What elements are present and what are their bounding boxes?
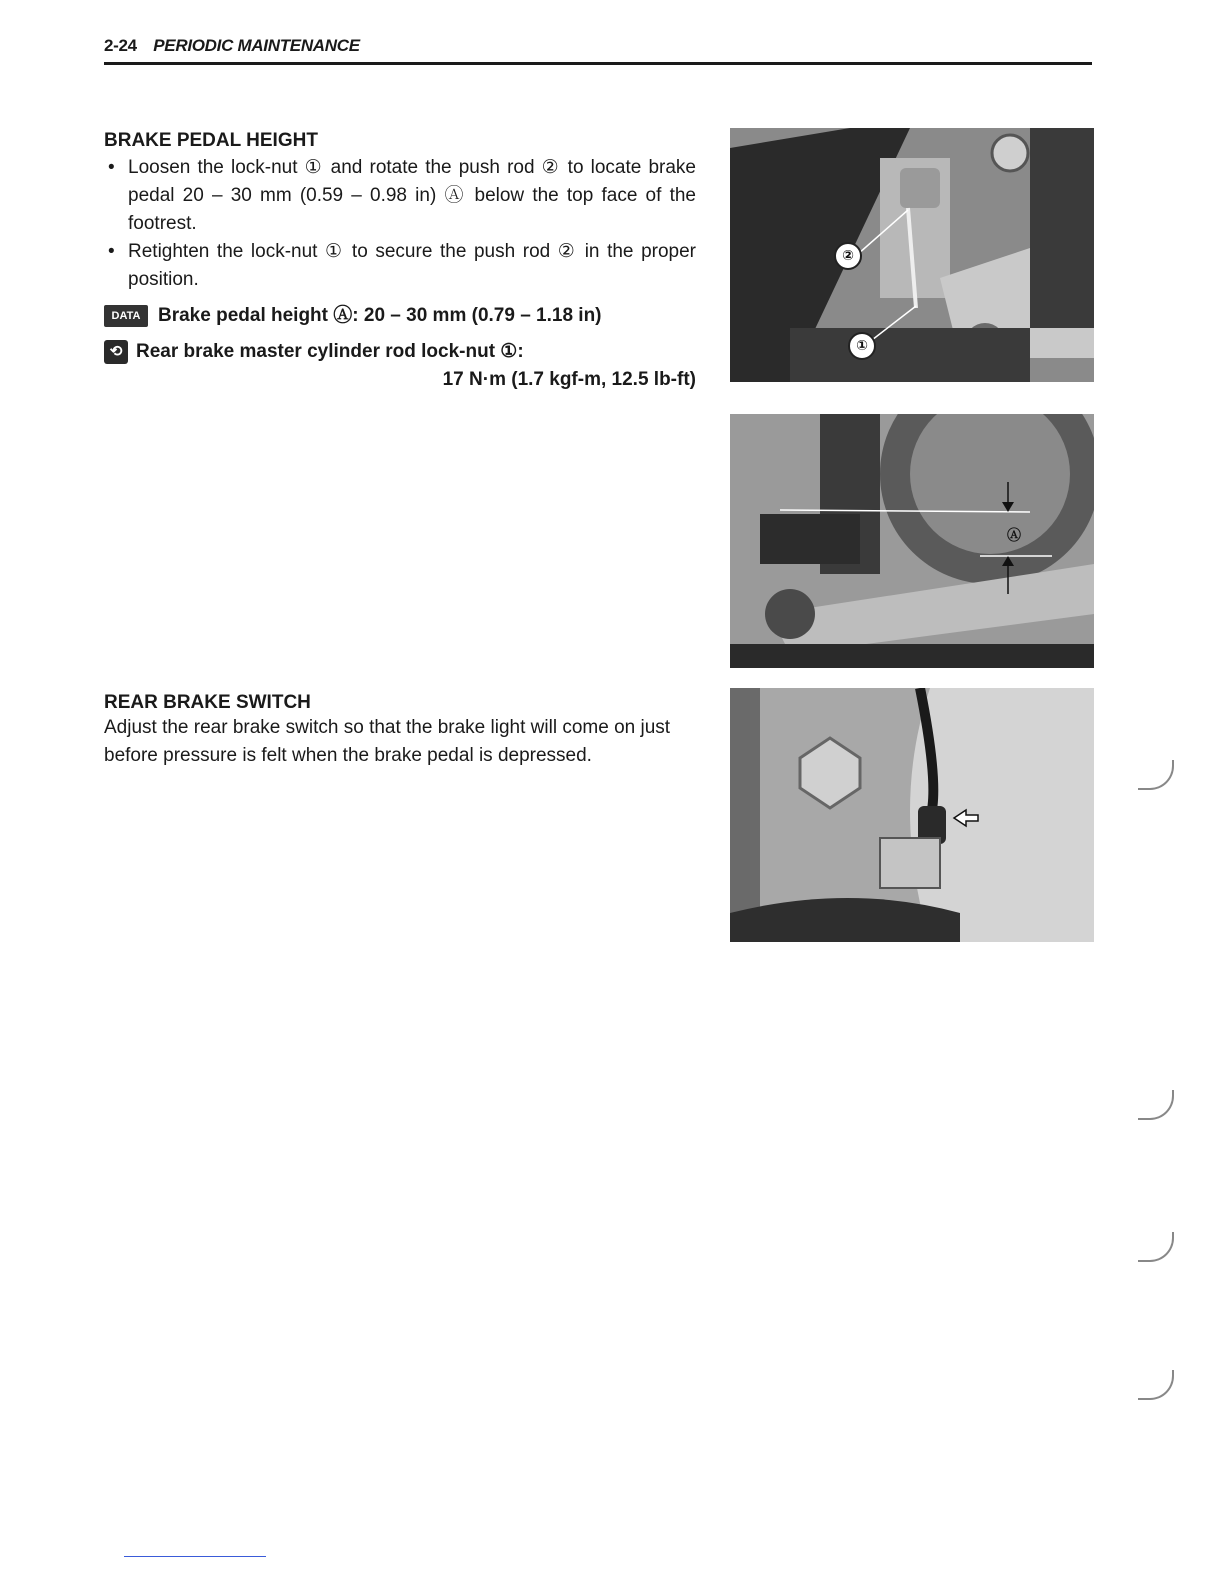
- pedal-height-photo: [730, 414, 1094, 668]
- data-icon: DATA: [104, 305, 148, 327]
- spec-text: Rear brake master cylinder rod lock-nut ①:: [136, 341, 524, 362]
- brake-linkage-photo: [730, 128, 1094, 382]
- brake-switch-photo: [730, 688, 1094, 942]
- callout-1: ①: [848, 332, 876, 360]
- instruction-bullet: • Retighten the lock-nut ① to secure the push rod ② in the proper position.: [104, 238, 696, 294]
- spec-torque: [104, 338, 696, 366]
- spec-torque-value: 17 N·m (1.7 kgf-m, 12.5 lb-ft): [442, 369, 696, 390]
- rear-brake-switch-section: [104, 692, 696, 770]
- callout-2: ②: [834, 242, 862, 270]
- section-heading: BRAKE PEDAL HEIGHT: [104, 130, 318, 151]
- torque-wrench-icon: ⟲: [104, 340, 128, 364]
- section-heading: REAR BRAKE SWITCH: [104, 692, 311, 713]
- spec-brake-pedal-height: [104, 302, 696, 330]
- tab-mark: [1138, 1232, 1174, 1262]
- spec-text: Brake pedal height Ⓐ: 20 – 30 mm (0.79 – 1.18 in): [158, 305, 602, 326]
- page-header: [104, 36, 1092, 65]
- footer-rule: [124, 1556, 266, 1557]
- tab-mark: [1138, 1090, 1174, 1120]
- tab-mark: [1138, 760, 1174, 790]
- section-title: PERIODIC MAINTENANCE: [153, 36, 360, 55]
- callout-a: Ⓐ: [1007, 528, 1021, 544]
- instruction-bullet: • Loosen the lock-nut ① and rotate the push rod ② to locate brake pedal 20 – 30 mm (0.59 – 0.98 in) Ⓐ below the top face of the footrest.: [104, 154, 696, 238]
- brake-pedal-height-section: [104, 130, 696, 394]
- tab-mark: [1138, 1370, 1174, 1400]
- page-number: 2-24: [104, 36, 137, 55]
- section-text: Adjust the rear brake switch so that the brake light will come on just before pressure is felt when the brake pedal is depressed.: [104, 717, 671, 766]
